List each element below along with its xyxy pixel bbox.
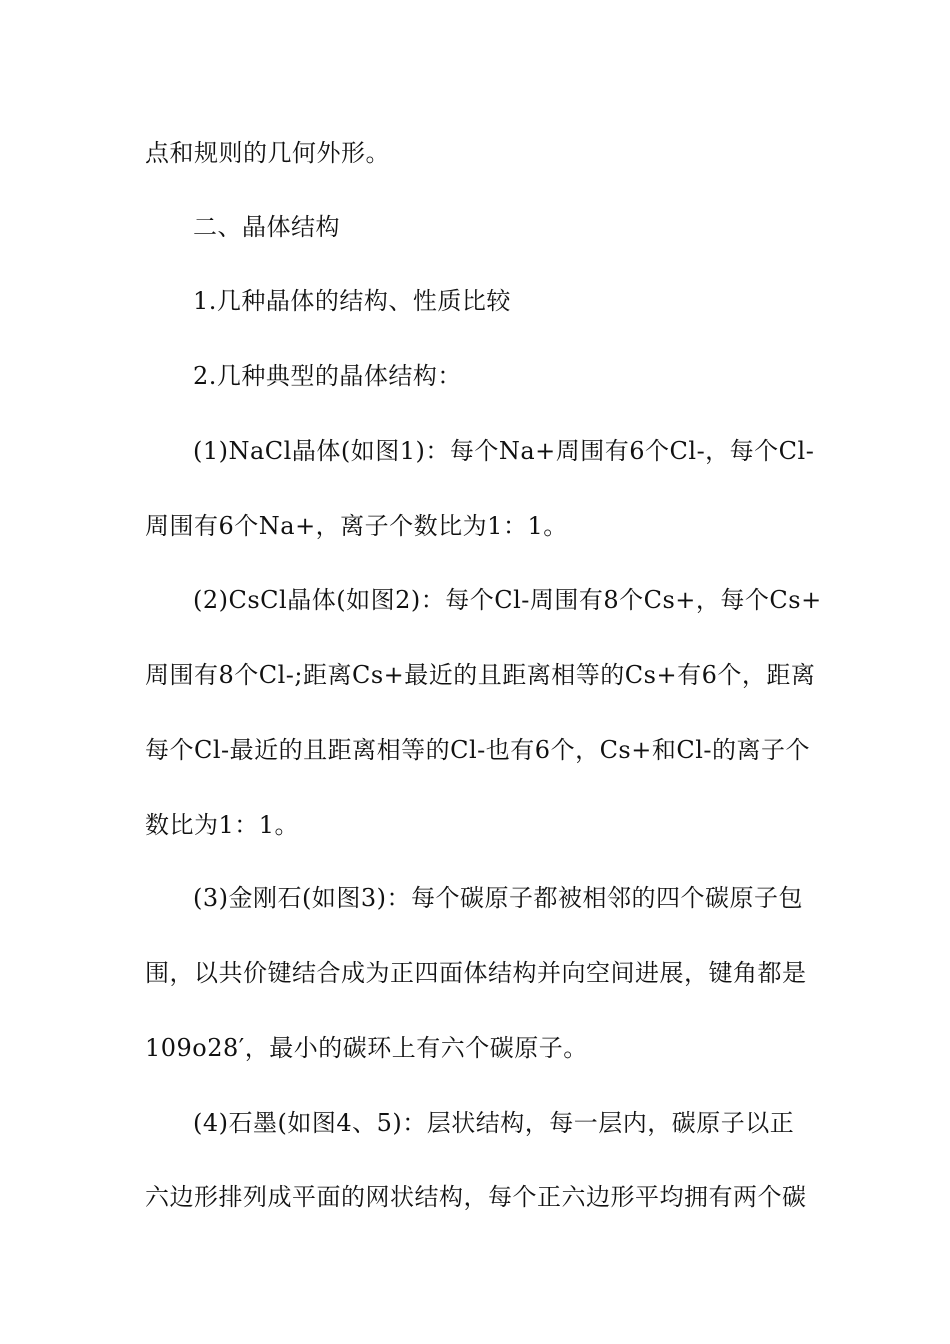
paragraph-line: 围，以共价键结合成为正四面体结构并向空间进展，键角都是 — [145, 959, 807, 987]
paragraph-line: 六边形排列成平面的网状结构，每个正六边形平均拥有两个碳 — [145, 1183, 807, 1211]
paragraph-line: (3)金刚石(如图3)：每个碳原子都被相邻的四个碳原子包 — [193, 884, 803, 912]
paragraph-line: 每个Cl-最近的且距离相等的Cl-也有6个，Cs+和Cl-的离子个 — [145, 736, 811, 764]
paragraph-line: 周围有8个Cl-;距离Cs+最近的且距离相等的Cs+有6个，距离 — [145, 661, 816, 689]
paragraph-line: (2)CsCl晶体(如图2)：每个Cl-周围有8个Cs+，每个Cs+ — [193, 586, 822, 614]
paragraph-line: 109o28′，最小的碳环上有六个碳原子。 — [145, 1034, 588, 1062]
subsection-heading: 1.几种晶体的结构、性质比较 — [193, 287, 511, 315]
text-line: 点和规则的几何外形。 — [145, 139, 390, 167]
paragraph-line: 数比为1：1。 — [145, 811, 300, 839]
paragraph-line: (1)NaCl晶体(如图1)：每个Na+周围有6个Cl-，每个Cl- — [193, 437, 815, 465]
paragraph-line: (4)石墨(如图4、5)：层状结构，每一层内，碳原子以正 — [193, 1109, 795, 1137]
subsection-heading: 2.几种典型的晶体结构： — [193, 362, 462, 390]
section-heading: 二、晶体结构 — [193, 213, 340, 241]
paragraph-line: 周围有6个Na+，离子个数比为1：1。 — [145, 512, 568, 540]
